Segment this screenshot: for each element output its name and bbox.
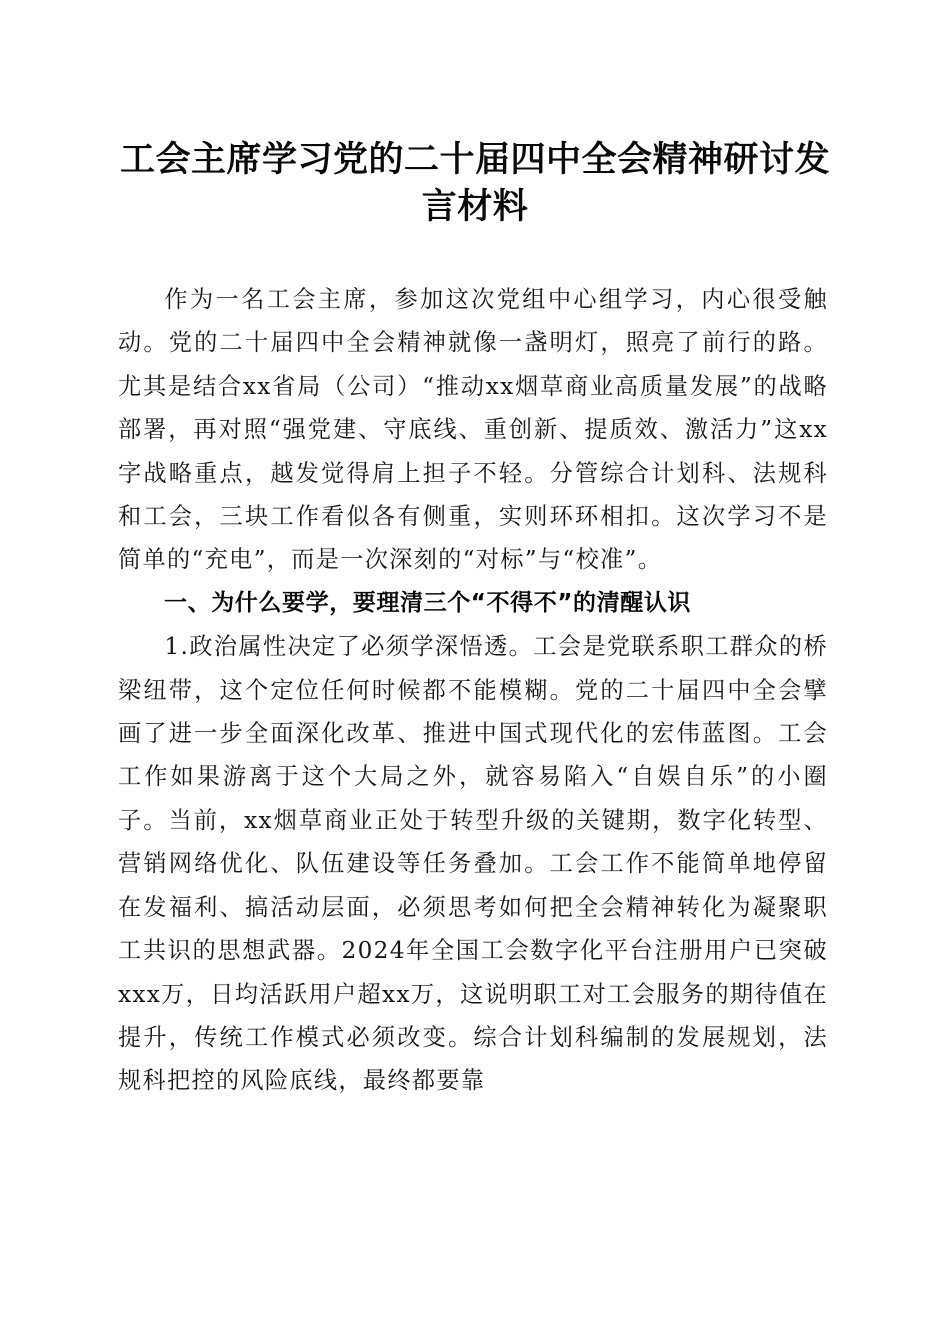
section-heading: 一、为什么要学，要理清三个“不得不”的清醒认识: [164, 589, 692, 616]
intro-paragraph: 作为一名工会主席，参加这次党组中心组学习，内心很受触动。党的二十届四中全会精神就像一盏明灯，照亮了前行的路。尤其是结合xx省局（公司）“推动xx烟草商业高质量发展”的战略部署，再对照“强党建、守底线、重创新、提质效、激活力”这xx字战略重点，越发觉得肩上担子不轻。分管综合计划科、法规科和工会，三块工作看似各有侧重，实则环环相扣。这次学习不是简单的“充电”，而是一次深刻的“对标”与“校准”。: [118, 286, 828, 574]
document-body: [118, 278, 828, 1103]
section-paragraph: 1.政治属性决定了必须学深悟透。工会是党联系职工群众的桥梁纽带，这个定位任何时候都不能模糊。党的二十届四中全会擘画了进一步全面深化改革、推进中国式现代化的宏伟蓝图。工会工作如果游离于这个大局之外，就容易陷入“自娱自乐”的小圈子。当前，xx烟草商业正处于转型升级的关键期，数字化转型、营销网络优化、队伍建设等任务叠加。工会工作不能简单地停留在发福利、搞活动层面，必须思考如何把全会精神转化为凝聚职工共识的思想武器。2024年全国工会数字化平台注册用户已突破xxx万，日均活跃用户超xx万，这说明职工对工会服务的期待值在提升，传统工作模式必须改变。综合计划科编制的发展规划，法规科把控的风险底线，最终都要靠: [118, 633, 828, 1095]
document-title: 工会主席学习党的二十届四中全会精神研讨发言材料: [119, 139, 830, 227]
